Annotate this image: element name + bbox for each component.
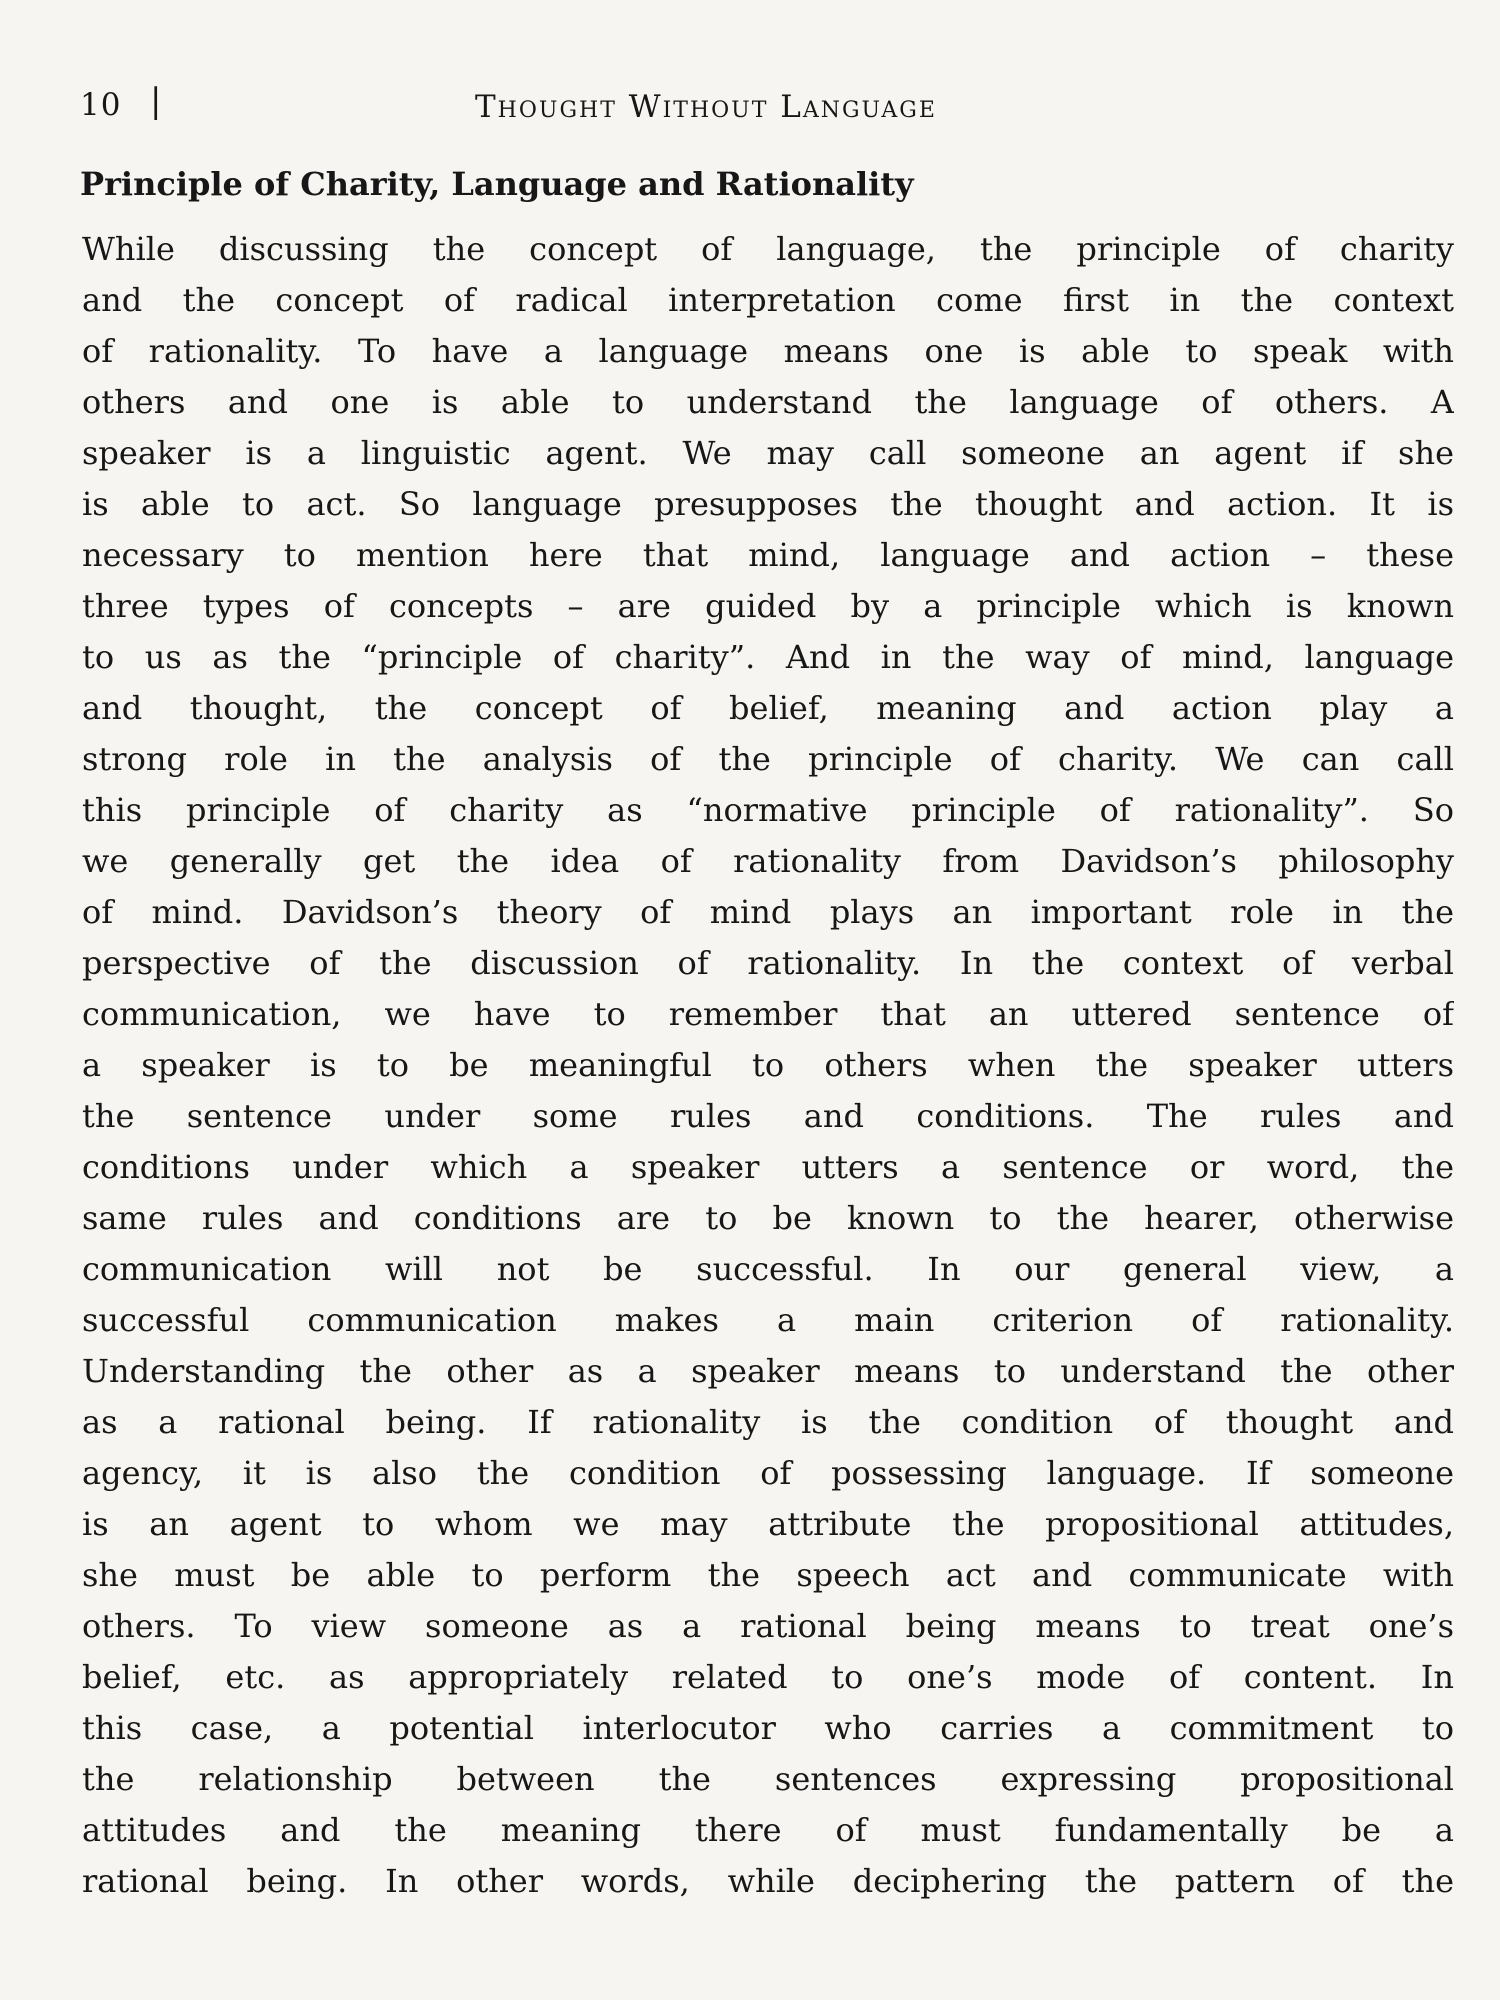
text-line: and thought, the concept of belief, meaning and action play a [82,689,1454,727]
text-line: rational being. In other words, while deciphering the pattern of the [82,1862,1454,1900]
text-line: same rules and conditions are to be known to the hearer, otherwise [82,1199,1454,1237]
text-line: speaker is a linguistic agent. We may call someone an agent if she [82,434,1454,472]
text-line: and the concept of radical interpretation come first in the context [82,281,1454,319]
text-line: we generally get the idea of rationality from Davidson’s philosophy [82,842,1454,880]
text-line: others and one is able to understand the language of others. A [82,383,1454,421]
text-line: agency, it is also the condition of possessing language. If someone [82,1454,1454,1492]
page-number: 10 [80,87,122,123]
page-header [80,81,1450,144]
text-line: three types of concepts – are guided by a principle which is known [82,587,1454,625]
text-line: perspective of the discussion of rationality. In the context of verbal [82,944,1454,982]
text-line: conditions under which a speaker utters a sentence or word, the [82,1148,1454,1186]
text-line: of mind. Davidson’s theory of mind plays an important role in the [82,893,1454,931]
text-line: necessary to mention here that mind, language and action – these [82,536,1454,574]
text-line: successful communication makes a main criterion of rationality. [82,1301,1454,1339]
header-separator: | [150,81,162,121]
text-line: communication will not be successful. In our general view, a [82,1250,1454,1288]
text-line: is able to act. So language presupposes the thought and action. It is [82,485,1454,523]
text-line: communication, we have to remember that an uttered sentence of [82,995,1454,1033]
text-line: this case, a potential interlocutor who carries a commitment to [82,1709,1454,1747]
text-line: she must be able to perform the speech act and communicate with [82,1556,1454,1594]
text-line: to us as the “principle of charity”. And in the way of mind, language [82,638,1454,676]
text-line: of rationality. To have a language means one is able to speak with [82,332,1454,370]
text-line: the relationship between the sentences expressing propositional [82,1760,1454,1798]
text-line: While discussing the concept of language, the principle of charity [82,230,1454,268]
text-line: as a rational being. If rationality is the condition of thought and [82,1403,1454,1441]
section-heading: Principle of Charity, Language and Rationality [80,165,914,203]
text-line: others. To view someone as a rational being means to treat one’s [82,1607,1454,1645]
text-line: a speaker is to be meaningful to others when the speaker utters [82,1046,1454,1084]
text-line: is an agent to whom we may attribute the propositional attitudes, [82,1505,1454,1543]
text-line: the sentence under some rules and conditions. The rules and [82,1097,1454,1135]
text-line: strong role in the analysis of the principle of charity. We can call [82,740,1454,778]
running-title: Thought Without Language [475,89,937,125]
body-text [82,224,1454,1907]
text-line: belief, etc. as appropriately related to one’s mode of content. In [82,1658,1454,1696]
text-line: Understanding the other as a speaker means to understand the other [82,1352,1454,1390]
text-line: attitudes and the meaning there of must fundamentally be a [82,1811,1454,1849]
text-line: this principle of charity as “normative principle of rationality”. So [82,791,1454,829]
